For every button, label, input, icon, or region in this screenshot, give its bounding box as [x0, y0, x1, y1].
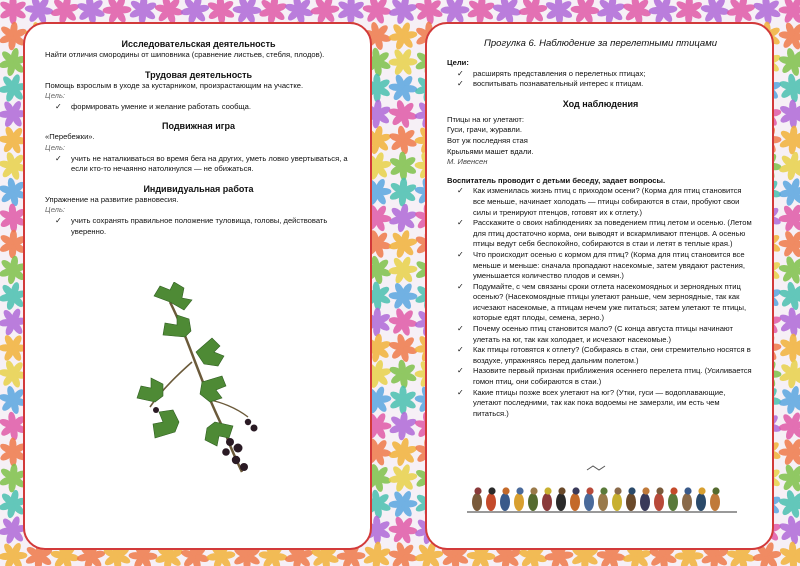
check-icon: ✓: [457, 366, 464, 376]
list-item: ✓ воспитывать познавательный интерес к птицам.: [457, 79, 644, 89]
labor-heading: Трудовая деятельность: [144, 69, 253, 80]
currant-branch-image: [130, 282, 270, 482]
conversation-intro: Воспитатель проводит с детьми беседу, задает вопросы.: [447, 175, 666, 185]
research-text: Найти отличия смородины от шиповника (сравнение листьев, стебля, плодов).: [45, 50, 325, 59]
list-item: ✓ Почему осенью птиц становится мало? (С конца августа птицы начинают улетать на юг, так как холодает, и исчезают насекомые.): [457, 324, 733, 344]
list-item: ✓ Подумайте, с чем связаны сроки отлета насекомоядных и зерноядных птиц осенью? (Насекомоядные птицы улетают раньше, чем зерноядные, так как исчезают насекомые, а птицам нечем уже питаться; затем улетают те птицы, которые едят плоды, семена, зерно.): [457, 281, 747, 323]
check-icon: ✓: [457, 68, 464, 78]
list-item: ✓ учить сохранять правильное положение туловища, головы, действовать уверенно.: [55, 215, 328, 236]
list-item: ✓ Какие птицы позже всех улетают на юг? (Утки, гуси — водоплавающие, улетают последними, так как пока водоемы не замерзли, им есть чем питаться.): [457, 387, 726, 418]
list-item: ✓ Расскажите о своих наблюдениях за поведением птиц летом и осенью. (Летом для птиц достаточно корма, они выводят и вскармливают птенцов. А осенью птицы ведут себя беспокойно, собираются в стаи и летят в теплые края.): [457, 218, 752, 249]
list-item: ✓ Назовите первый признак приближения осеннего перелета птиц. (Усиливается гомон птиц, они собираются в стаи.): [457, 366, 752, 387]
check-icon: ✓: [457, 281, 464, 291]
check-icon: ✓: [55, 153, 62, 163]
goals-label: Цели:: [447, 58, 469, 67]
left-page: [23, 22, 372, 550]
individual-goal-label: Цель:: [45, 205, 66, 215]
individual-heading: Индивидуальная работа: [143, 183, 254, 194]
labor-goal-label: Цель:: [45, 91, 66, 101]
check-icon: ✓: [55, 215, 62, 225]
check-icon: ✓: [457, 79, 464, 89]
individual-goal-list: [45, 216, 352, 237]
labor-text: Помощь взрослым в уходе за кустарником, произрастающим на участке.: [45, 80, 304, 90]
list-item: ✓ расширять представления о перелетных птицах;: [457, 68, 646, 78]
poem-line: Птицы на юг улетают:: [447, 114, 524, 124]
poem-line: Гуси, грачи, журавли.: [447, 125, 523, 135]
check-icon: ✓: [457, 186, 464, 196]
game-name: «Перебежки».: [45, 132, 95, 142]
check-icon: ✓: [457, 345, 464, 355]
poem-line: Вот уж последняя стая: [447, 135, 528, 145]
observation-heading: Ход наблюдения: [562, 98, 639, 109]
game-heading: Подвижная игра: [162, 121, 235, 132]
list-item: ✓ Как птицы готовятся к отлету? (Собираясь в стаи, они стремительно носятся в воздухе, упражняясь перед дальним полетом.): [457, 345, 751, 365]
research-heading: Исследовательская деятельность: [121, 39, 276, 49]
goals-list: [447, 69, 754, 90]
list-item: ✓ учить не наталкиваться во время бега на других, уметь ловко увертываться, а если кто-то нечаянно натолкнулся — не обижаться.: [55, 153, 348, 174]
check-icon: ✓: [457, 249, 464, 259]
labor-goal-list: [45, 102, 352, 113]
questions-list: [447, 186, 754, 419]
poem-author: М. Ивенсен: [447, 157, 488, 167]
list-item: ✓ Что происходит осенью с кормом для птиц? (Корма для птиц становится все меньше и меньше: сначала пропадают насекомые, затем увядают растения, уменьшается количество плодов и семян.): [457, 249, 745, 281]
walk-title: Прогулка 6. Наблюдение за перелетными птицами: [484, 38, 717, 49]
list-item: ✓ формировать умение и желание работать сообща.: [55, 101, 252, 111]
check-icon: ✓: [457, 218, 464, 228]
poem-line: Крыльями машет вдали.: [447, 146, 534, 156]
individual-text: Упражнение на развитие равновесия.: [45, 194, 179, 204]
list-item: ✓ Как изменилась жизнь птиц с приходом осени? (Корма для птиц становится все меньше, начинает холодать — птицы собираются в стаи, пробуют свои силы и тренируют птенцов, готовят их к отлету.): [457, 186, 742, 217]
check-icon: ✓: [457, 387, 464, 397]
birds-on-wire-image: [467, 464, 737, 524]
game-goal-label: Цель:: [45, 142, 66, 152]
check-icon: ✓: [457, 324, 464, 334]
game-goal-list: [45, 154, 352, 175]
check-icon: ✓: [55, 101, 62, 111]
right-page: [425, 22, 774, 550]
